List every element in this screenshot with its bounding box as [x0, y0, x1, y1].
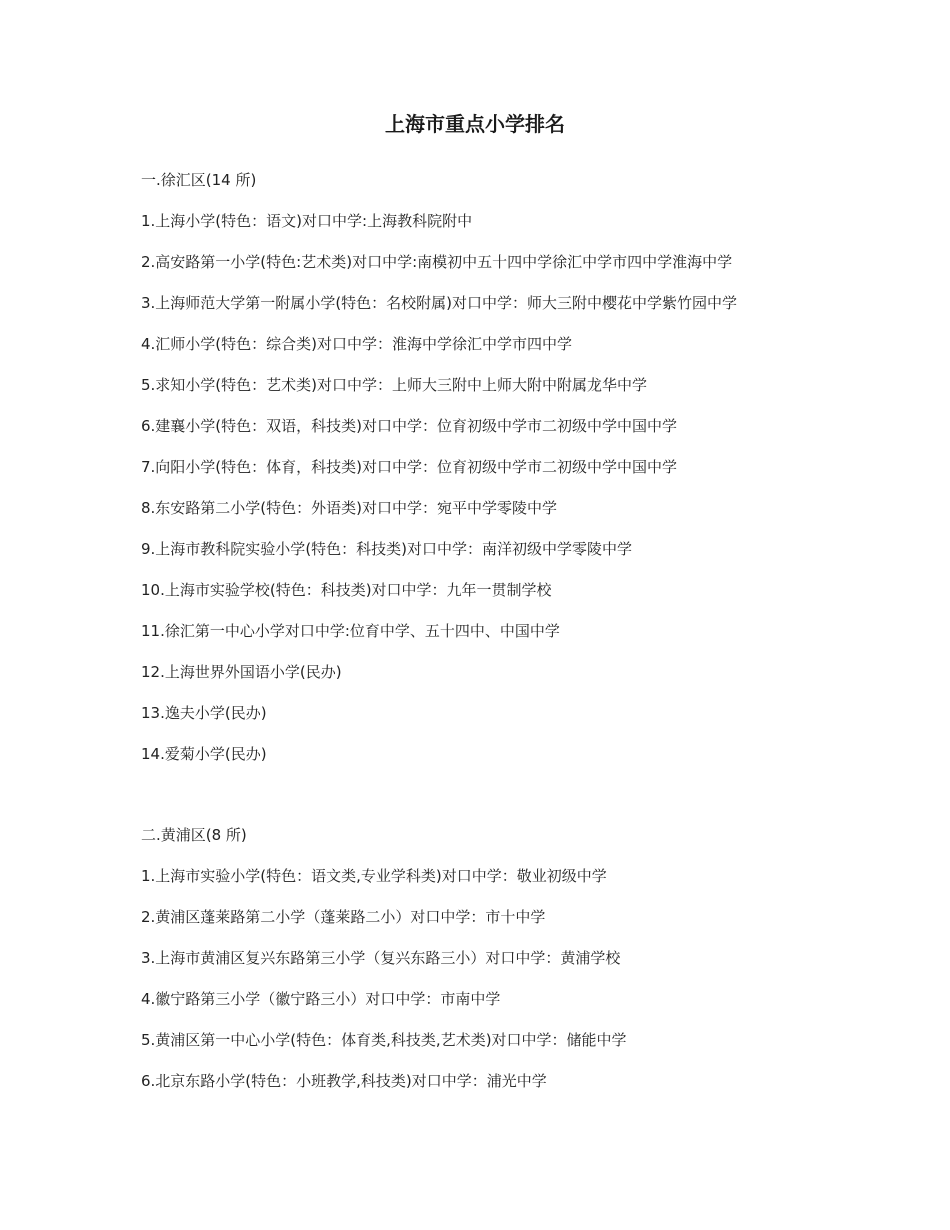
list-item: 1.上海市实验小学(特色：语文类,专业学科类)对口中学：敬业初级中学 [141, 867, 607, 885]
list-item: 11.徐汇第一中心小学对口中学:位育中学、五十四中、中国中学 [141, 622, 560, 640]
list-item: 4.汇师小学(特色：综合类)对口中学：淮海中学徐汇中学市四中学 [141, 335, 573, 353]
list-item: 3.上海市黄浦区复兴东路第三小学（复兴东路三小）对口中学：黄浦学校 [141, 949, 621, 967]
list-item: 2.黄浦区蓬莱路第二小学（蓬莱路二小）对口中学：市十中学 [141, 908, 546, 926]
section-spacer [141, 784, 813, 824]
document-title: 上海市重点小学排名 [385, 112, 565, 136]
list-item: 1.上海小学(特色：语文)对口中学:上海教科院附中 [141, 212, 473, 230]
document-body [141, 169, 813, 1111]
list-item: 2.高安路第一小学(特色:艺术类)对口中学:南模初中五十四中学徐汇中学市四中学淮海中学 [141, 253, 733, 271]
list-item: 5.黄浦区第一中心小学(特色：体育类,科技类,艺术类)对口中学：储能中学 [141, 1031, 627, 1049]
list-item: 7.向阳小学(特色：体育，科技类)对口中学：位育初级中学市二初级中学中国中学 [141, 458, 678, 476]
list-item: 8.东安路第二小学(特色：外语类)对口中学：宛平中学零陵中学 [141, 499, 558, 517]
list-item: 6.建襄小学(特色：双语，科技类)对口中学：位育初级中学市二初级中学中国中学 [141, 417, 678, 435]
list-item: 10.上海市实验学校(特色：科技类)对口中学：九年一贯制学校 [141, 581, 552, 599]
list-item: 6.北京东路小学(特色：小班教学,科技类)对口中学：浦光中学 [141, 1072, 547, 1090]
section-heading: 二.黄浦区(8 所) [141, 826, 247, 844]
list-item: 3.上海师范大学第一附属小学(特色：名校附属)对口中学：师大三附中樱花中学紫竹园中学 [141, 294, 738, 312]
list-item: 12.上海世界外国语小学(民办) [141, 663, 342, 681]
section-xuhui [141, 169, 813, 766]
list-item: 13.逸夫小学(民办) [141, 704, 267, 722]
list-item: 14.爱菊小学(民办) [141, 745, 267, 763]
list-item: 4.徽宁路第三小学（徽宁路三小）对口中学：市南中学 [141, 990, 501, 1008]
section-heading: 一.徐汇区(14 所) [141, 171, 257, 189]
section-huangpu [141, 824, 813, 1093]
list-item: 9.上海市教科院实验小学(特色：科技类)对口中学：南洋初级中学零陵中学 [141, 540, 633, 558]
list-item: 5.求知小学(特色：艺术类)对口中学：上师大三附中上师大附中附属龙华中学 [141, 376, 648, 394]
